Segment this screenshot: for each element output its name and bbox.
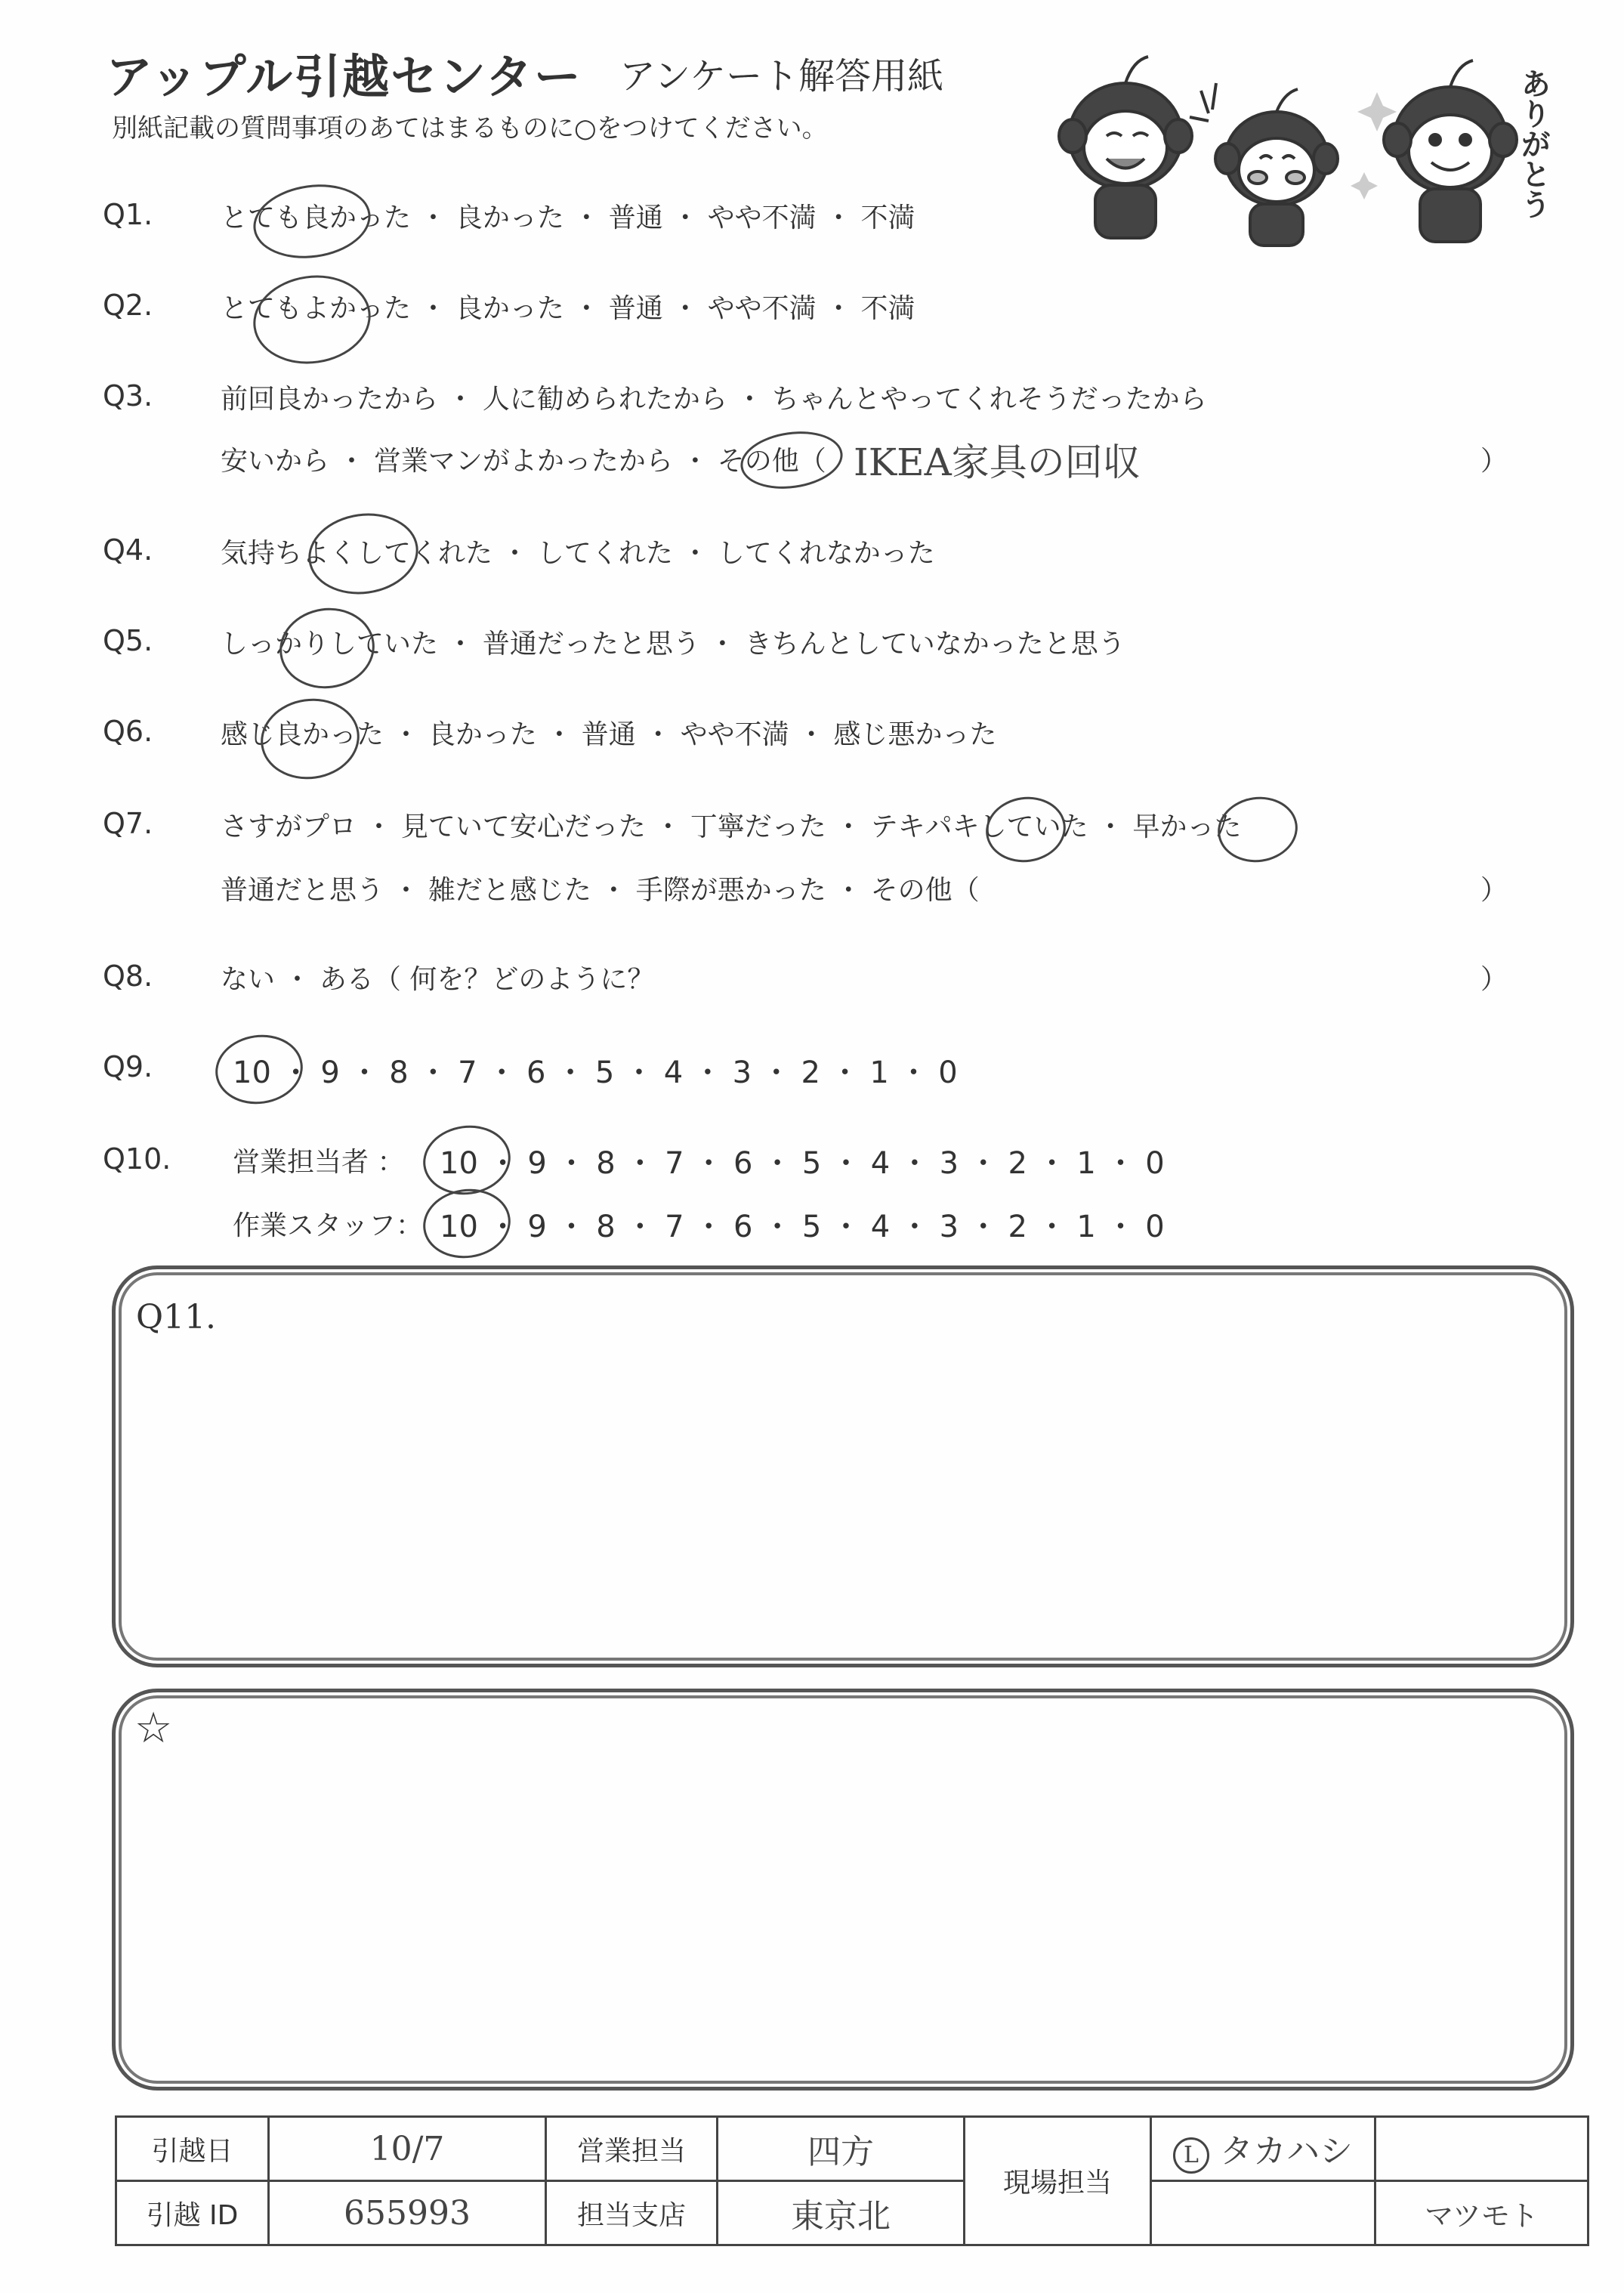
field-staff-label: 現場担当 [965, 2117, 1151, 2245]
form-subtitle: アンケート解答用紙 [619, 55, 944, 97]
field-staff-empty-cell [1375, 2117, 1588, 2181]
q10-staff-scale[interactable]: 10 ・ 9 ・ 8 ・ 7 ・ 6 ・ 5 ・ 4 ・ 3 ・ 2 ・ 1 ・ 0 [440, 1210, 1165, 1244]
q8-options[interactable]: ない ・ ある（ 何を？どのように？ [221, 964, 655, 995]
q10-sales-scale[interactable]: 10 ・ 9 ・ 8 ・ 7 ・ 6 ・ 5 ・ 4 ・ 3 ・ 2 ・ 1 ・ 0 [440, 1146, 1165, 1181]
q4-selection-circle [303, 506, 423, 601]
q8-close-paren: ） [1480, 964, 1508, 995]
q9-scale[interactable]: 10 ・ 9 ・ 8 ・ 7 ・ 6 ・ 5 ・ 4 ・ 3 ・ 2 ・ 1 ・ 0 [233, 1055, 958, 1090]
branch-label: 担当支店 [546, 2181, 718, 2245]
field-staff-name-2: マツモト [1375, 2181, 1588, 2245]
q7-close-paren: ） [1480, 875, 1508, 906]
field-staff-name-1: タカハシ [1220, 2132, 1353, 2171]
q3-options-line2[interactable]: 安いから ・ 営業マンがよかったから ・ その他（ [221, 446, 826, 477]
free-comment-box[interactable] [112, 1689, 1574, 2091]
field-staff-empty-cell-2 [1151, 2181, 1375, 2245]
q6-number: Q6. [103, 715, 153, 748]
q6-selection-circle [255, 692, 364, 785]
q3-selection-circle [737, 425, 847, 495]
q3-options-line1[interactable]: 前回良かったから ・ 人に勧められたから ・ ちゃんとやってくれそうだったから [221, 384, 1207, 415]
move-id-label: 引越 ID [116, 2181, 269, 2245]
q9-number: Q9. [103, 1050, 153, 1083]
q8-number: Q8. [103, 960, 153, 993]
q11-comment-box[interactable] [112, 1265, 1574, 1667]
q7-selection-circle-2 [1214, 792, 1302, 867]
q5-options[interactable]: しっかりしていた ・ 普通だったと思う ・ きちんとしていなかったと思う [221, 629, 1125, 660]
q10-staff-label: 作業スタッフ： [233, 1210, 424, 1241]
q1-number: Q1. [103, 198, 153, 231]
move-id-value: 655993 [269, 2181, 546, 2245]
branch-value: 東京北 [718, 2181, 965, 2245]
q11-label: Q11. [136, 1298, 217, 1337]
q7-options-line2[interactable]: 普通だと思う ・ 雑だと感じた ・ 手際が悪かった ・ その他（ [221, 875, 980, 906]
move-date-value: 10/7 [269, 2117, 546, 2181]
sales-rep-value: 四方 [718, 2117, 965, 2181]
q2-selection-circle [248, 268, 377, 372]
move-date-label: 引越日 [116, 2117, 269, 2181]
q4-options[interactable]: 気持ちよくしてくれた ・ してくれた ・ してくれなかった [221, 538, 935, 569]
q1-selection-circle [249, 178, 375, 266]
q3-handwritten-other: IKEA家具の回収 [854, 440, 1141, 484]
field-staff-leader-mark: L [1173, 2137, 1209, 2174]
field-staff-value-1 [1151, 2117, 1375, 2181]
q3-number: Q3. [103, 379, 153, 413]
q1-options[interactable]: とても良かった ・ 良かった ・ 普通 ・ やや不満 ・ 不満 [221, 202, 915, 233]
q5-selection-circle [274, 602, 380, 695]
q4-number: Q4. [103, 533, 153, 567]
sales-rep-label: 営業担当 [546, 2117, 718, 2181]
q5-number: Q5. [103, 624, 153, 657]
company-title: アップル引越センター [106, 49, 582, 104]
q10-sales-label: 営業担当者 ： [233, 1147, 405, 1178]
instruction-text: 別紙記載の質問事項のあてはまるものに○をつけてください。 [112, 113, 828, 144]
q7-number: Q7. [103, 807, 153, 840]
q2-number: Q2. [103, 289, 153, 322]
q6-options[interactable]: 感じ良かった ・ 良かった ・ 普通 ・ やや不満 ・ 感じ悪かった [221, 719, 997, 750]
q3-close-paren: ） [1480, 446, 1508, 477]
q2-options[interactable]: とてもよかった ・ 良かった ・ 普通 ・ やや不満 ・ 不満 [221, 293, 915, 324]
star-label: ☆ [134, 1704, 173, 1753]
q7-options-line1[interactable]: さすがプロ ・ 見ていて安心だった ・ 丁寧だった ・ テキパキしていた ・ 早かった [221, 811, 1242, 842]
move-info-table [115, 2115, 1589, 2246]
q10-number: Q10. [103, 1142, 171, 1176]
q9-selection-circle [211, 1029, 307, 1109]
q7-selection-circle-1 [982, 792, 1070, 867]
mascot-monkeys-illustration [1027, 45, 1571, 249]
mascot-thanks-text: ありがとう [1516, 68, 1551, 219]
q10-staff-selection-circle [418, 1183, 515, 1263]
